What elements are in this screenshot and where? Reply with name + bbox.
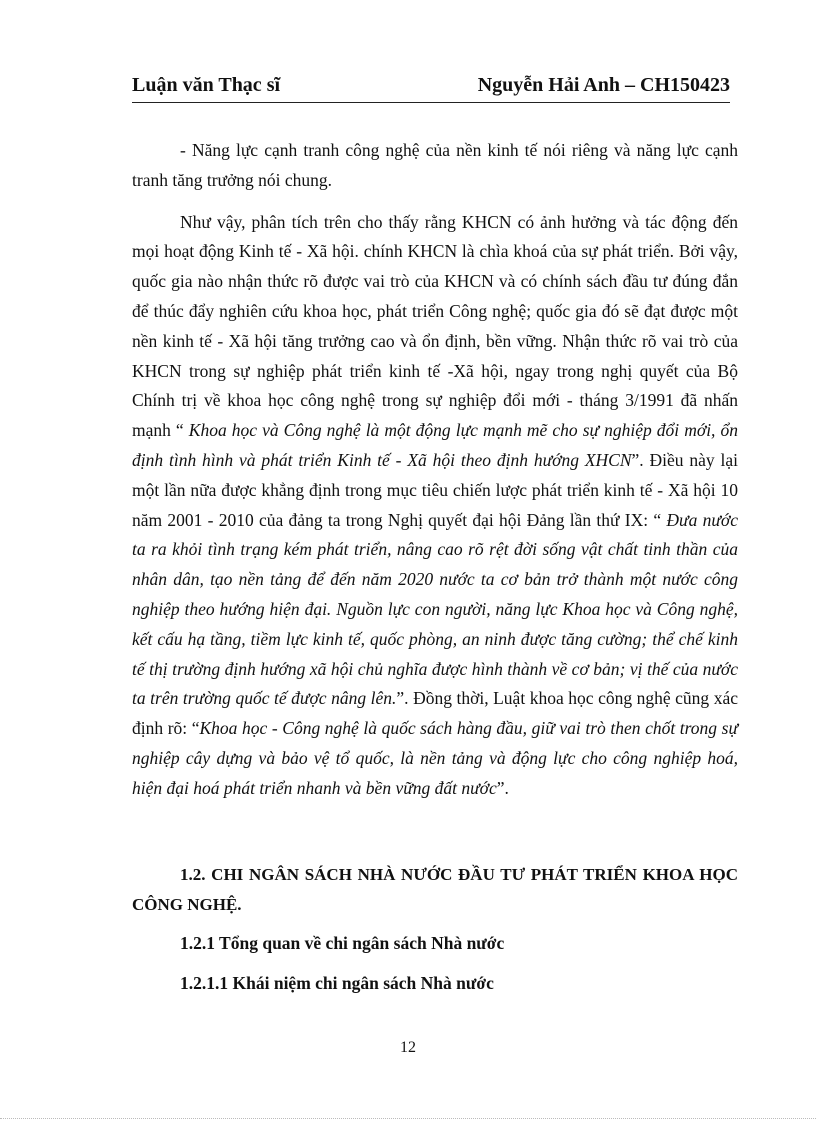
- page-bottom-divider: [0, 1118, 816, 1120]
- paragraph-text-2: ”. Điều này lại một lần nữa được khẳng định trong mục tiêu chiến lược phát triển kinh tế - Xã hội 10 năm 2001 - 2010 của đảng ta trong Nghị quyết đại hội Đảng lần thứ IX: “: [132, 449, 738, 530]
- paragraph-competitiveness: - Năng lực cạnh tranh công nghệ của nền kinh tế nói riêng và năng lực cạnh tranh tăng trưởng nói chung.: [132, 140, 738, 190]
- header-thesis-type: Luận văn Thạc sĩ: [132, 74, 281, 96]
- subheading-concept: 1.2.1.1 Khái niệm chi ngân sách Nhà nước: [180, 973, 494, 993]
- paragraph-khcn-role: [132, 208, 738, 804]
- paragraph-text-4: ”.: [496, 777, 509, 798]
- page-header: [132, 72, 730, 103]
- paragraph-text-1: Như vậy, phân tích trên cho thấy rằng KHCN có ảnh hưởng và tác động đến mọi hoạt động Kinh tế - Xã hội. chính KHCN là chìa khoá của sự phát triển. Bởi vậy, quốc gia nào nhận thức rõ được vai trò của KHCN và có chính sách đầu tư đúng đắn để thúc đẩy nghiên cứu khoa học, phát triển Công nghệ; quốc gia đó sẽ đạt được một nền kinh tế - Xã hội tăng trưởng cao và ổn định, bền vững. Nhận thức rõ vai trò của KHCN trong sự nghiệp phát triển kinh tế -Xã hội, ngay trong nghị quyết của Bộ Chính trị về khoa học công nghệ trong sự nghiệp đổi mới - tháng 3/1991 đã nhấn mạnh “: [132, 211, 738, 441]
- quote-politburo: Khoa học và Công nghệ là một động lực mạnh mẽ cho sự nghiệp đổi mới, ổn định tình hình và phát triển Kinh tế - Xã hội theo định hướng XHCN: [132, 420, 738, 470]
- quote-congress-ix: Đưa nước ta ra khỏi tình trạng kém phát triển, nâng cao rõ rệt đời sống vật chất tinh thần của nhân dân, tạo nền tảng để đến năm 2020 nước ta cơ bản trở thành một nước công nghiệp theo hướng hiện đại. Nguồn lực con người, năng lực Khoa học và Công nghệ, kết cấu hạ tầng, tiềm lực kinh tế, quốc phòng, an ninh được tăng cường; thể chế kinh tế thị trường định hướng xã hội chủ nghĩa được hình thành về cơ bản; vị thế của nước ta trên trường quốc tế được nâng lên.: [132, 509, 738, 709]
- paragraph-text-3: ”. Đồng thời, Luật khoa học công nghệ cũng xác định rõ: “: [132, 688, 738, 739]
- page-number: 12: [400, 1039, 416, 1056]
- header-author: Nguyễn Hải Anh – CH150423: [477, 74, 730, 96]
- section-heading: 1.2. CHI NGÂN SÁCH NHÀ NƯỚC ĐẦU TƯ PHÁT TRIỂN KHOA HỌC CÔNG NGHỆ.: [132, 865, 738, 914]
- body-text: [132, 136, 738, 804]
- subheading-overview: 1.2.1 Tổng quan về chi ngân sách Nhà nước: [180, 933, 505, 953]
- quote-science-law: Khoa học - Công nghệ là quốc sách hàng đầu, giữ vai trò then chốt trong sự nghiệp cây dựng và bảo vệ tổ quốc, là nền tảng và động lực cho công nghiệp hoá, hiện đại hoá phát triển nhanh và bền vững đất nước: [132, 718, 738, 798]
